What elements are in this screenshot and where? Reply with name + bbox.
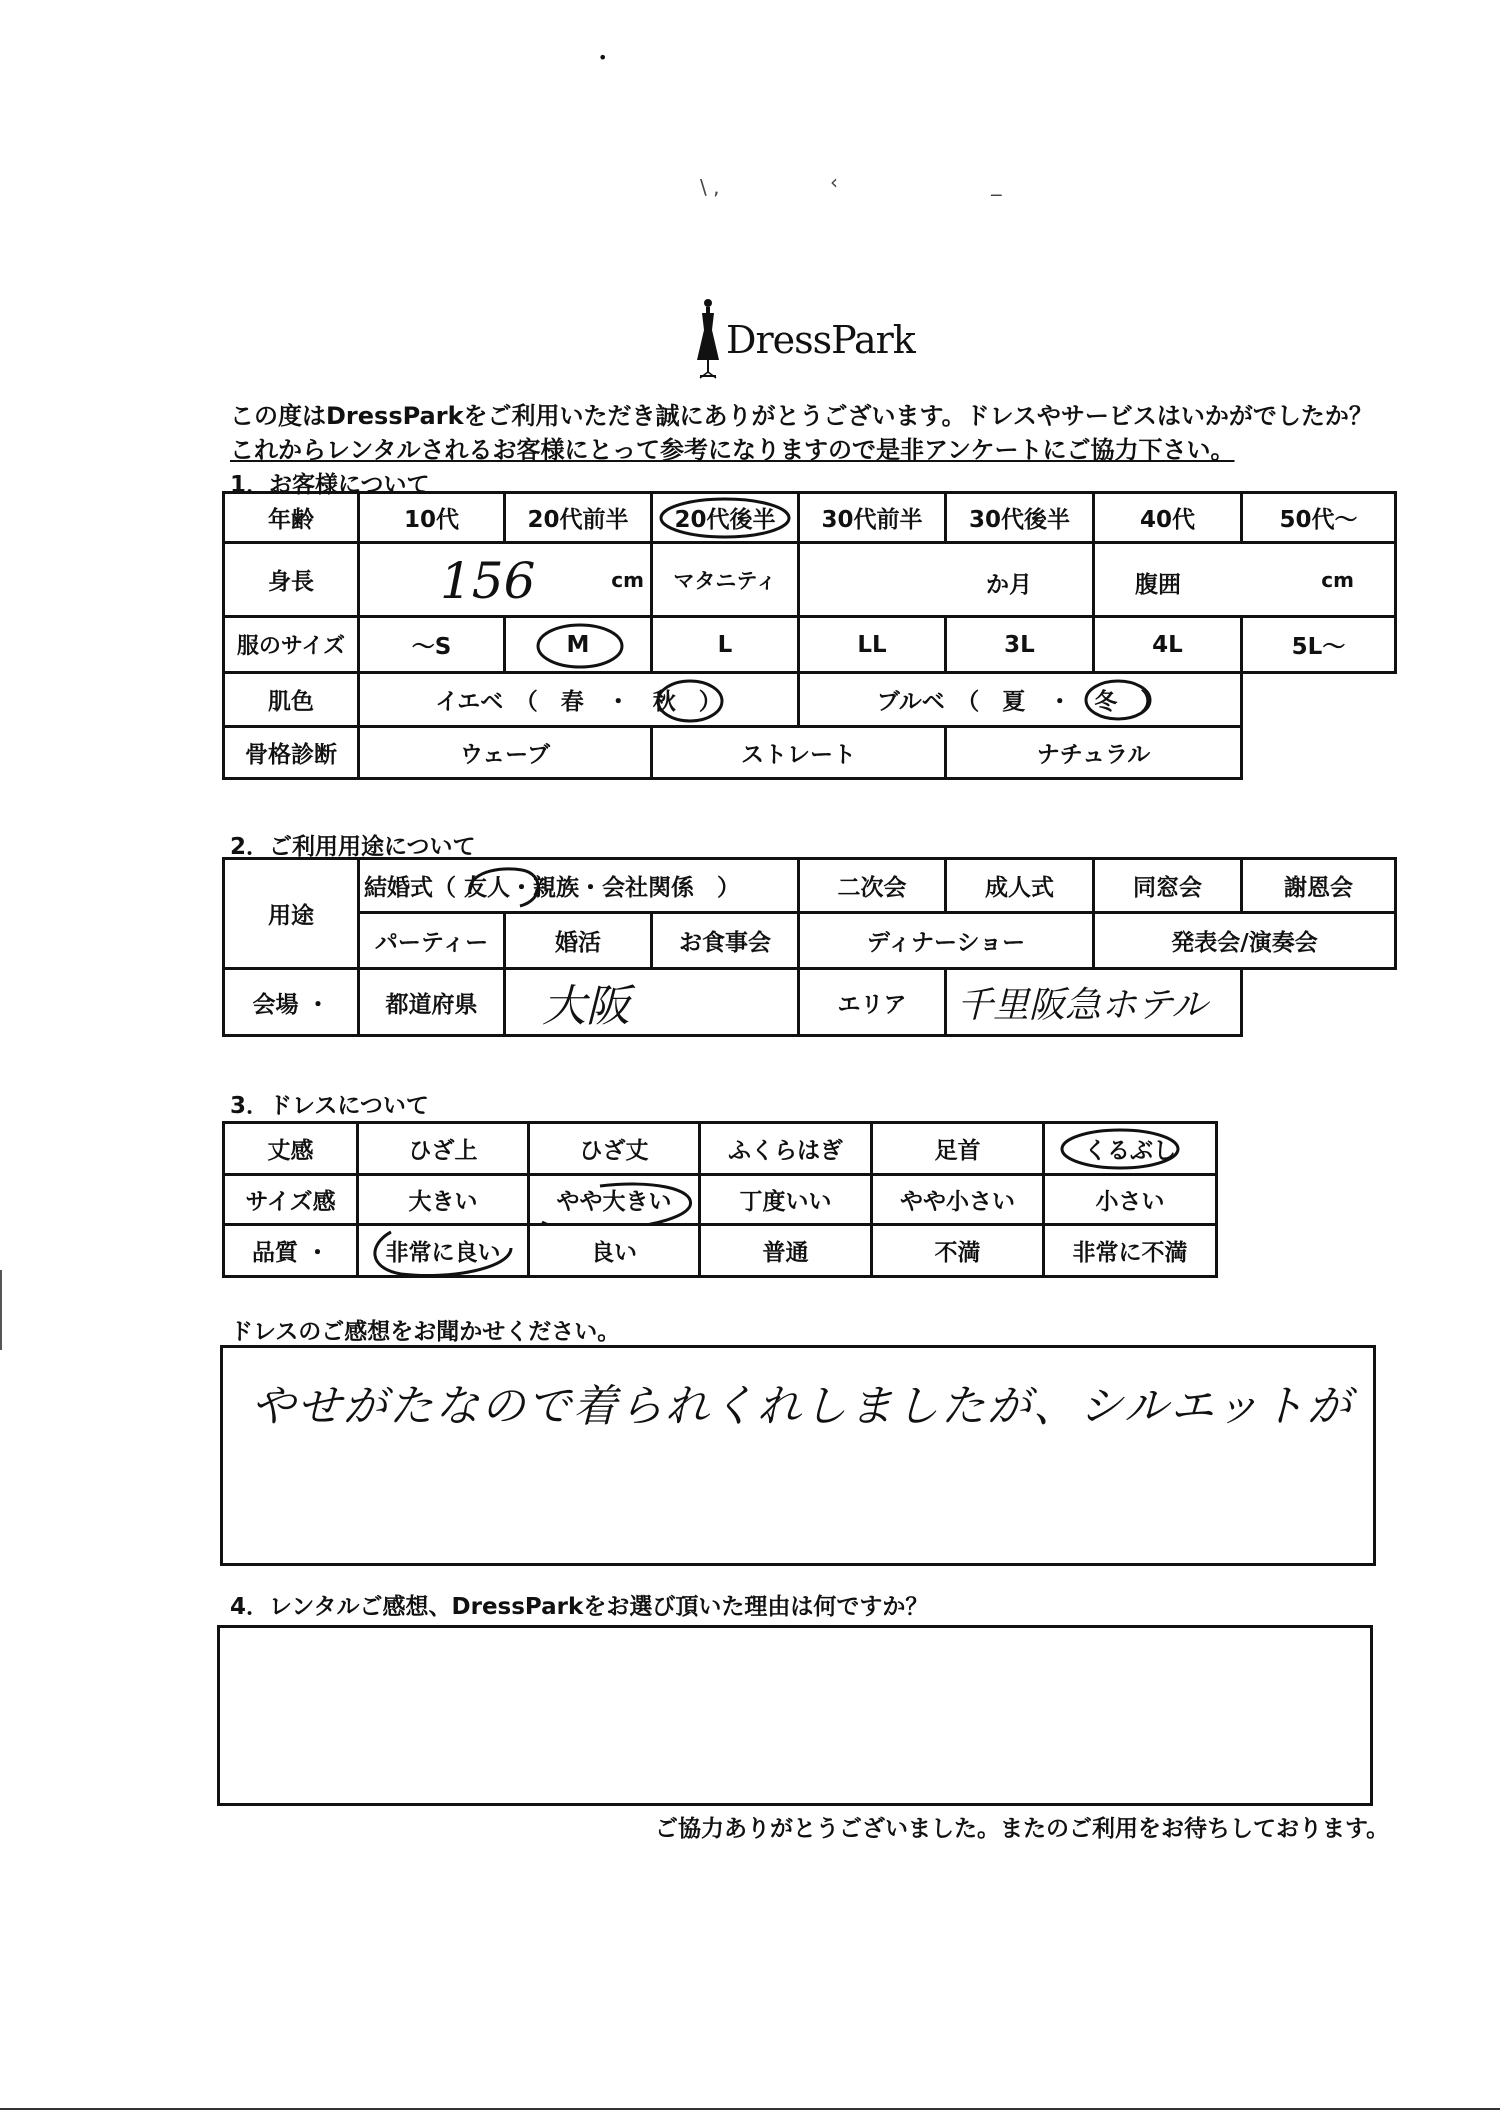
quality-option[interactable]: 非常に不満 [1044, 1225, 1217, 1277]
use-option[interactable]: 謝恩会 [1242, 859, 1396, 913]
use-option[interactable]: 発表会/演奏会 [1094, 913, 1396, 969]
scan-edge-bottom [0, 2108, 1500, 2110]
intro-line-1: この度はDressParkをご利用いただき誠にありがとうございます。ドレスやサービスはいかがでしたか？ [230, 402, 1373, 430]
use-option[interactable]: 同窓会 [1094, 859, 1242, 913]
skin-yellow-label: イエベ （ 春 ・ 秋 ） [435, 689, 722, 715]
footer-thanks: ご協力ありがとうございました。またのご利用をお待ちしております。 [655, 1816, 1390, 1842]
age-option[interactable]: 30代前半 [799, 493, 946, 543]
use-option[interactable]: 二次会 [799, 859, 946, 913]
fit-label: サイズ感 [224, 1175, 358, 1225]
age-option[interactable]: 10代 [359, 493, 505, 543]
age-option[interactable]: 50代～ [1242, 493, 1396, 543]
months-unit: か月 [986, 572, 1032, 598]
frame-option[interactable]: ウェーブ [359, 727, 652, 779]
selection-circle [1080, 676, 1156, 724]
frame-option[interactable]: ナチュラル [946, 727, 1242, 779]
comment-title: ドレスのご感想をお聞かせください。 [230, 1319, 621, 1345]
intro-line-2: これからレンタルされるお客様にとって参考になりますので是非アンケートにご協力下さい。 [230, 436, 1235, 464]
section-2-title: 2．ご利用用途について [230, 834, 476, 860]
maternity-label: マタニティ [652, 543, 799, 617]
area-value: 千里阪急ホテル [957, 984, 1208, 1026]
selection-circle [652, 676, 728, 726]
height-value: 156 [440, 552, 536, 610]
size-option[interactable]: L [652, 617, 799, 673]
length-option[interactable]: ひざ丈 [529, 1123, 700, 1175]
selection-circle [460, 862, 548, 912]
fit-option[interactable]: 大きい [358, 1175, 529, 1225]
size-option[interactable]: 5L～ [1242, 617, 1396, 673]
prefecture-label: 都道府県 [359, 969, 505, 1036]
use-label: 用途 [224, 859, 359, 969]
use-option[interactable]: パーティー [359, 913, 505, 969]
age-option[interactable]: 20代前半 [505, 493, 652, 543]
frame-option[interactable]: ストレート [652, 727, 946, 779]
age-option[interactable]: 30代後半 [946, 493, 1094, 543]
dress-logo-icon [695, 298, 721, 384]
age-option-label: 20代後半 [674, 507, 776, 533]
selection-circle [1055, 1125, 1185, 1173]
customer-table [222, 491, 1397, 780]
usage-table [222, 857, 1397, 1037]
length-option[interactable]: 足首 [872, 1123, 1044, 1175]
quality-option[interactable]: 不満 [872, 1225, 1044, 1277]
venue-label: 会場 ・ [224, 969, 359, 1036]
size-option-selected[interactable] [505, 617, 652, 673]
use-option[interactable]: 婚活 [505, 913, 652, 969]
frame-label: 骨格診断 [224, 727, 359, 779]
quality-label: 品質 ・ [224, 1225, 358, 1277]
size-option[interactable]: 4L [1094, 617, 1242, 673]
size-option-label: M [566, 631, 590, 658]
fit-option[interactable]: やや小さい [872, 1175, 1044, 1225]
scan-mark: ‹ [830, 170, 838, 194]
scan-speck: • [598, 48, 608, 67]
skin-blue-label: ブルベ （ 夏 ・ 冬 ） [876, 689, 1164, 715]
fit-option-label: やや大きい [556, 1189, 672, 1215]
scan-mark: \ , [700, 175, 720, 199]
quality-option[interactable]: 普通 [700, 1225, 872, 1277]
scan-edge-left [0, 1270, 2, 1350]
size-option[interactable]: ～S [359, 617, 505, 673]
selection-circle [530, 1178, 700, 1225]
section-3-title: 3．ドレスについて [230, 1093, 429, 1119]
area-field[interactable] [946, 969, 1242, 1036]
empty-cell [1242, 727, 1396, 779]
skin-yellow-option[interactable] [359, 673, 799, 727]
quality-option[interactable]: 良い [529, 1225, 700, 1277]
skin-blue-option[interactable] [799, 673, 1242, 727]
skin-label: 肌色 [224, 673, 359, 727]
size-label: 服のサイズ [224, 617, 359, 673]
belly-label: 腹囲 [1135, 572, 1181, 598]
use-option[interactable]: ディナーショー [799, 913, 1094, 969]
use-wedding-option[interactable] [359, 859, 799, 913]
belly-field[interactable] [1094, 543, 1396, 617]
length-option[interactable]: ひざ上 [358, 1123, 529, 1175]
prefecture-value: 大阪 [542, 981, 630, 1032]
fit-option[interactable]: 丁度いい [700, 1175, 872, 1225]
comment-box[interactable] [220, 1345, 1376, 1566]
height-field[interactable] [359, 543, 652, 617]
maternity-field[interactable] [799, 543, 1094, 617]
length-option[interactable]: ふくらはぎ [700, 1123, 872, 1175]
quality-option-label: 非常に良い [385, 1240, 501, 1266]
use-option[interactable]: お食事会 [652, 913, 799, 969]
area-label: エリア [799, 969, 946, 1036]
height-label: 身長 [224, 543, 359, 617]
brand-logo-text: DressPark [726, 318, 915, 362]
prefecture-field[interactable] [505, 969, 799, 1036]
section-1-title: 1．お客様について [230, 472, 430, 498]
selection-circle [657, 496, 793, 540]
age-label: 年齢 [224, 493, 359, 543]
length-option-selected[interactable] [1044, 1123, 1217, 1175]
use-wedding-label: 結婚式（ 友人・親族・会社関係 ） [364, 875, 741, 901]
quality-option-selected[interactable] [358, 1225, 529, 1277]
age-option[interactable]: 40代 [1094, 493, 1242, 543]
empty-cell [1242, 673, 1396, 727]
length-label: 丈感 [224, 1123, 358, 1175]
selection-circle [534, 620, 626, 670]
scan-mark: ‒ [990, 182, 1003, 206]
size-option[interactable]: 3L [946, 617, 1094, 673]
section-4-title: 4．レンタルご感想、DressParkをお選び頂いた理由は何ですか？ [230, 1594, 929, 1620]
empty-cell [1242, 969, 1396, 1036]
fit-option-selected[interactable] [529, 1175, 700, 1225]
length-option-label: くるぶし [1084, 1138, 1176, 1164]
belly-unit: cm [1321, 568, 1354, 592]
fit-option[interactable]: 小さい [1044, 1175, 1217, 1225]
selection-circle [361, 1228, 529, 1277]
reason-box[interactable] [217, 1625, 1373, 1806]
dress-table [222, 1121, 1218, 1278]
size-option[interactable]: LL [799, 617, 946, 673]
height-unit: cm [611, 568, 644, 592]
use-option[interactable]: 成人式 [946, 859, 1094, 913]
comment-text: やせがたなので着られくれしましたが、シルエットが [251, 1381, 1354, 1432]
age-option-selected[interactable] [652, 493, 799, 543]
